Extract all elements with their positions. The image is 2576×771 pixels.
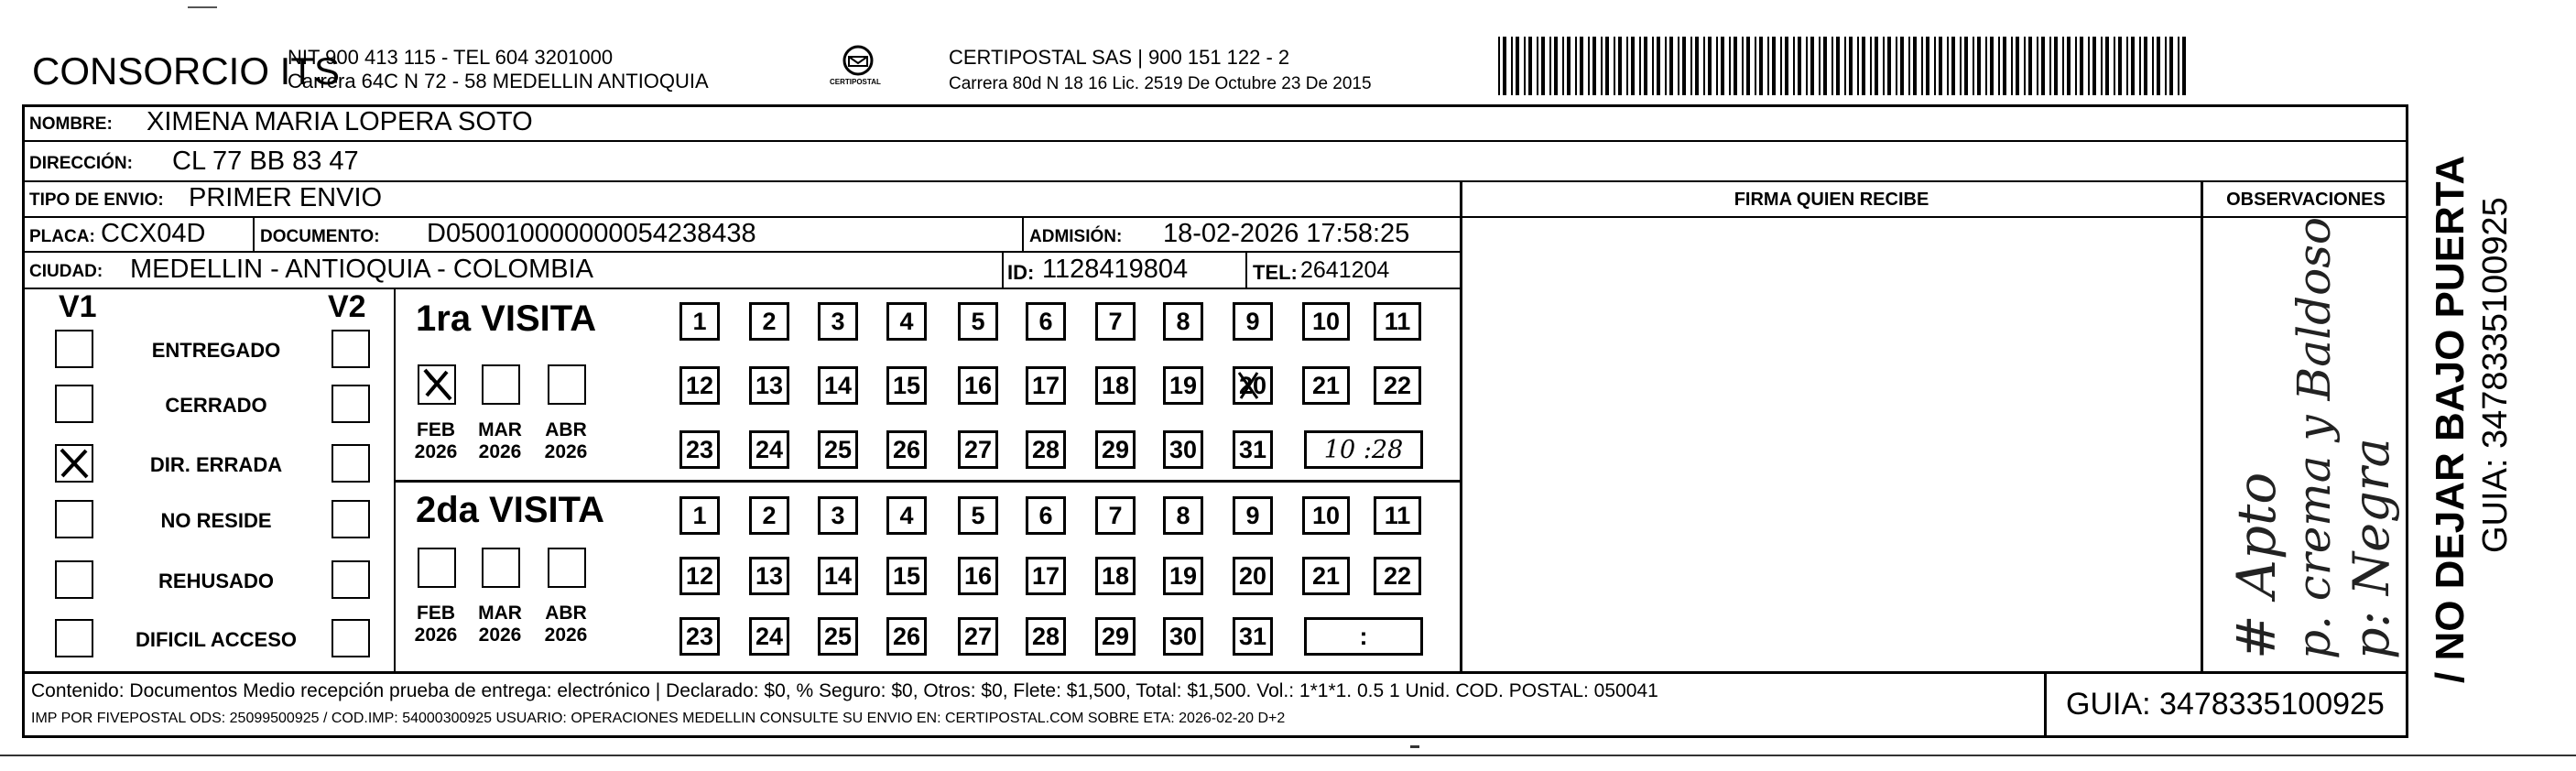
barcode-bar bbox=[1926, 37, 1929, 95]
col-admision-left bbox=[1022, 216, 1024, 251]
barcode-bar bbox=[1913, 37, 1917, 95]
month-year: 2026 bbox=[544, 624, 588, 646]
barcode-bar bbox=[1639, 37, 1641, 95]
barcode-bar bbox=[1857, 37, 1859, 95]
barcode-bar bbox=[1695, 37, 1699, 95]
barcode-bar bbox=[1836, 37, 1840, 95]
tel-label: TEL: bbox=[1253, 261, 1298, 284]
documento-label: DOCUMENTO: bbox=[260, 227, 380, 246]
barcode-bar bbox=[1772, 37, 1776, 95]
visit-divider bbox=[394, 480, 1462, 483]
day-box[interactable]: 15 bbox=[886, 366, 927, 405]
barcode-bar bbox=[1990, 37, 1994, 95]
day-box[interactable]: 14 bbox=[818, 366, 858, 405]
month-year: 2026 bbox=[544, 441, 588, 462]
month-name: FEB bbox=[417, 419, 455, 440]
barcode-bar bbox=[1921, 37, 1923, 95]
barcode-bar bbox=[1939, 37, 1942, 95]
col-tel-left bbox=[1245, 251, 1247, 288]
day-box[interactable]: 12 bbox=[679, 557, 720, 595]
barcode-bar bbox=[1537, 37, 1538, 95]
barcode-bar bbox=[1742, 37, 1744, 95]
month-name: FEB bbox=[417, 603, 455, 624]
barcode-bar bbox=[1862, 37, 1865, 95]
month-checkbox[interactable] bbox=[482, 364, 520, 405]
day-box[interactable]: 7 bbox=[1095, 302, 1136, 341]
barcode-bar bbox=[1554, 37, 1558, 95]
hand-obs-line2: p. crema y Baldoso bbox=[2288, 217, 2341, 659]
v2-checkbox[interactable] bbox=[332, 500, 370, 538]
day-box[interactable]: 30 bbox=[1163, 617, 1203, 656]
v2-header: V2 bbox=[328, 289, 366, 324]
nombre-value: XIMENA MARIA LOPERA SOTO bbox=[147, 107, 533, 136]
company-name: CONSORCIO ITS bbox=[32, 49, 341, 92]
month-label bbox=[408, 603, 463, 646]
id-label: ID: bbox=[1007, 261, 1035, 284]
barcode-bar bbox=[2067, 37, 2071, 95]
placa-label: PLACA: bbox=[29, 227, 95, 246]
day-box[interactable]: 23 bbox=[679, 430, 720, 469]
month-name: MAR bbox=[478, 419, 522, 440]
day-box[interactable]: 8 bbox=[1163, 496, 1203, 535]
barcode-bar bbox=[2037, 37, 2038, 95]
barcode-bar bbox=[1549, 37, 1551, 95]
barcode-bar bbox=[2028, 37, 2032, 95]
barcode-bar bbox=[1806, 37, 1808, 95]
day-box[interactable]: 8 bbox=[1163, 302, 1203, 341]
barcode-bar bbox=[1516, 37, 1519, 95]
barcode-bar bbox=[1588, 37, 1590, 95]
hand-obs-line3: p: Negra bbox=[2342, 438, 2400, 659]
status-label: REHUSADO bbox=[158, 570, 274, 592]
day-box[interactable]: 11 bbox=[1374, 496, 1421, 535]
barcode-bar bbox=[1823, 37, 1827, 95]
status-label: ENTREGADO bbox=[151, 339, 281, 362]
barcode-bar bbox=[1503, 37, 1506, 95]
direccion-value: CL 77 BB 83 47 bbox=[172, 147, 359, 176]
observaciones-header: OBSERVACIONES bbox=[2226, 190, 2386, 210]
day-box[interactable]: 6 bbox=[1026, 302, 1066, 341]
v2-checkbox[interactable] bbox=[332, 560, 370, 599]
barcode-bar bbox=[1528, 37, 1532, 95]
month-name: ABR bbox=[545, 603, 587, 624]
barcode-bar bbox=[2105, 37, 2109, 95]
row-line-3 bbox=[22, 216, 2408, 218]
month-label bbox=[538, 419, 593, 463]
footer-content-line: Contenido: Documentos Medio recepción prueba de entrega: electrónico | Declarado: $0, % Seguro: $0, Otros: $0, Flete: $1,500, Total: $1,500. Vol.: 1*1*1. 0.5 1 Unid. COD. POSTAL: 050041 bbox=[31, 680, 1658, 701]
barcode-bar bbox=[1652, 37, 1654, 95]
barcode-bar bbox=[1721, 37, 1724, 95]
barcode-bar bbox=[2003, 37, 2006, 95]
month-checkbox[interactable] bbox=[418, 364, 456, 405]
barcode-bar bbox=[2182, 37, 2186, 95]
v1-header: V1 bbox=[59, 289, 97, 324]
second-visit-time[interactable]: : bbox=[1304, 617, 1423, 656]
day-box[interactable]: 27 bbox=[958, 617, 998, 656]
day-box[interactable]: 4 bbox=[886, 302, 927, 341]
x-mark-icon bbox=[419, 366, 456, 405]
day-box[interactable]: 14 bbox=[818, 557, 858, 595]
logo-text: CERTIPOSTAL bbox=[830, 78, 881, 86]
direccion-label: DIRECCIÓN: bbox=[29, 154, 133, 173]
barcode-bar bbox=[1887, 37, 1891, 95]
v1-checkbox[interactable] bbox=[55, 385, 93, 423]
v1-checkbox[interactable] bbox=[55, 500, 93, 538]
barcode-bar bbox=[1618, 37, 1622, 95]
day-box[interactable]: 3 bbox=[818, 496, 858, 535]
ciudad-label: CIUDAD: bbox=[29, 262, 103, 281]
month-label bbox=[473, 603, 527, 646]
day-box[interactable]: 9 bbox=[1233, 302, 1273, 341]
day-box[interactable]: 29 bbox=[1095, 617, 1136, 656]
barcode-bar bbox=[1793, 37, 1795, 95]
col-visits-left bbox=[394, 288, 396, 671]
second-visit-title: 2da VISITA bbox=[416, 490, 604, 530]
day-box[interactable]: 26 bbox=[886, 430, 927, 469]
day-box[interactable]: 31 bbox=[1233, 617, 1273, 656]
month-label bbox=[538, 603, 593, 646]
barcode-bar bbox=[2101, 37, 2103, 95]
day-box[interactable]: 17 bbox=[1026, 557, 1066, 595]
barcode-bar bbox=[2165, 37, 2167, 95]
barcode-bar bbox=[1785, 37, 1788, 95]
day-box[interactable]: 6 bbox=[1026, 496, 1066, 535]
tipo-value: PRIMER ENVIO bbox=[189, 183, 383, 212]
month-label bbox=[408, 419, 463, 463]
day-box[interactable]: 4 bbox=[886, 496, 927, 535]
x-mark-icon bbox=[57, 446, 92, 481]
barcode-bar bbox=[2157, 37, 2160, 95]
barcode-bar bbox=[1947, 37, 1949, 95]
barcode-bar bbox=[1657, 37, 1660, 95]
month-checkbox[interactable] bbox=[548, 364, 586, 405]
barcode-bar bbox=[2080, 37, 2083, 95]
barcode-bar bbox=[1746, 37, 1750, 95]
day-box[interactable]: 19 bbox=[1163, 557, 1203, 595]
barcode-bar bbox=[1703, 37, 1705, 95]
barcode-bar bbox=[1819, 37, 1821, 95]
row-line-2 bbox=[22, 180, 2408, 182]
day-box[interactable]: 5 bbox=[958, 302, 998, 341]
month-checkbox[interactable] bbox=[482, 548, 520, 588]
col-doc-left bbox=[253, 216, 255, 251]
bottom-rule bbox=[0, 755, 2576, 756]
day-box[interactable]: 20 bbox=[1233, 557, 1273, 595]
barcode-bar bbox=[1734, 37, 1737, 95]
day-box[interactable]: 26 bbox=[886, 617, 927, 656]
barcode-bar bbox=[1690, 37, 1692, 95]
day-box[interactable]: 2 bbox=[749, 496, 789, 535]
barcode-bar bbox=[2169, 37, 2173, 95]
day-box[interactable]: 13 bbox=[749, 557, 789, 595]
id-value: 1128419804 bbox=[1042, 255, 1189, 284]
barcode-bar bbox=[1665, 37, 1667, 95]
day-box[interactable]: 25 bbox=[818, 430, 858, 469]
barcode-bar bbox=[2131, 37, 2135, 95]
v1-checkbox[interactable] bbox=[55, 330, 93, 368]
day-box[interactable]: 19 bbox=[1163, 366, 1203, 405]
v2-checkbox[interactable] bbox=[332, 385, 370, 423]
barcode-bar bbox=[1780, 37, 1782, 95]
barcode-bar bbox=[1498, 37, 1500, 95]
day-box[interactable]: 7 bbox=[1095, 496, 1136, 535]
tipo-label: TIPO DE ENVIO: bbox=[29, 190, 164, 210]
month-name: ABR bbox=[545, 419, 587, 440]
barcode-bar bbox=[1767, 37, 1769, 95]
month-year: 2026 bbox=[414, 441, 458, 462]
month-year: 2026 bbox=[414, 624, 458, 646]
barcode-bar bbox=[2041, 37, 2045, 95]
day-box[interactable]: 31 bbox=[1233, 430, 1273, 469]
day-box[interactable]: 9 bbox=[1233, 496, 1273, 535]
v1-checkbox[interactable] bbox=[55, 619, 93, 657]
barcode-bar bbox=[1601, 37, 1603, 95]
barcode bbox=[1498, 37, 2190, 95]
barcode-bar bbox=[1964, 37, 1968, 95]
firma-header: FIRMA QUIEN RECIBE bbox=[1734, 190, 1929, 210]
barcode-bar bbox=[1511, 37, 1513, 95]
barcode-bar bbox=[2139, 37, 2141, 95]
barcode-bar bbox=[1849, 37, 1853, 95]
day-box[interactable]: 24 bbox=[749, 430, 789, 469]
barcode-bar bbox=[1831, 37, 1833, 95]
placa-value: CCX04D bbox=[101, 219, 206, 248]
admision-label: ADMISIÓN: bbox=[1029, 227, 1123, 246]
bottom-mark bbox=[1410, 745, 1419, 748]
barcode-bar bbox=[1729, 37, 1731, 95]
barcode-bar bbox=[1631, 37, 1635, 95]
barcode-bar bbox=[1541, 37, 1545, 95]
day-box[interactable]: 28 bbox=[1026, 617, 1066, 656]
barcode-bar bbox=[1896, 37, 1897, 95]
side-warning-text: NO DEJAR BAJO PUERTA bbox=[2428, 155, 2473, 661]
day-box[interactable]: 1 bbox=[679, 496, 720, 535]
day-box[interactable]: 3 bbox=[818, 302, 858, 341]
day-box[interactable]: 1 bbox=[679, 302, 720, 341]
month-year: 2026 bbox=[478, 441, 522, 462]
barcode-bar bbox=[2011, 37, 2013, 95]
documento-value: D050010000000054238438 bbox=[427, 219, 756, 248]
barcode-bar bbox=[1875, 37, 1878, 95]
v1-checkbox[interactable] bbox=[55, 560, 93, 599]
barcode-bar bbox=[1934, 37, 1936, 95]
col-firma-left bbox=[1460, 180, 1462, 671]
day-box[interactable]: 15 bbox=[886, 557, 927, 595]
barcode-bar bbox=[2118, 37, 2122, 95]
observaciones-handwriting bbox=[2203, 217, 2408, 668]
day-box[interactable]: 2 bbox=[749, 302, 789, 341]
v2-checkbox[interactable] bbox=[332, 619, 370, 657]
month-checkbox[interactable] bbox=[548, 548, 586, 588]
first-visit-title: 1ra VISITA bbox=[416, 299, 597, 339]
barcode-bar bbox=[1998, 37, 2000, 95]
barcode-bar bbox=[1614, 37, 1615, 95]
footer-line bbox=[22, 671, 2408, 674]
side-warning-slash: / bbox=[2428, 660, 2473, 683]
barcode-bar bbox=[1682, 37, 1686, 95]
barcode-bar bbox=[2114, 37, 2115, 95]
barcode-bar bbox=[1810, 37, 1814, 95]
barcode-bar bbox=[1951, 37, 1955, 95]
barcode-bar bbox=[1844, 37, 1846, 95]
footer-print-line: IMP POR FIVEPOSTAL ODS: 25099500925 / COD.IMP: 54000300925 USUARIO: OPERACIONES MEDELLIN CONSULTE SU ENVIO EN: CERTIPOSTAL.COM SOBRE ETA: 2026-02-20 D+2 bbox=[31, 711, 1286, 726]
barcode-bar bbox=[1900, 37, 1904, 95]
company-nit: NIT 900 413 115 - TEL 604 3201000 bbox=[288, 46, 614, 69]
month-label bbox=[473, 419, 527, 463]
barcode-bar bbox=[2075, 37, 2077, 95]
first-visit-time[interactable]: 10 :28 bbox=[1304, 430, 1423, 469]
day-box[interactable]: 23 bbox=[679, 617, 720, 656]
barcode-bar bbox=[1870, 37, 1872, 95]
barcode-bar bbox=[1592, 37, 1596, 95]
barcode-bar bbox=[1575, 37, 1577, 95]
barcode-bar bbox=[1755, 37, 1756, 95]
day-box[interactable]: 16 bbox=[958, 366, 998, 405]
day-box[interactable]: 16 bbox=[958, 557, 998, 595]
day-box[interactable]: 22 bbox=[1374, 366, 1421, 405]
barcode-bar bbox=[1908, 37, 1910, 95]
barcode-bar bbox=[1716, 37, 1718, 95]
month-year: 2026 bbox=[478, 624, 522, 646]
barcode-bar bbox=[1708, 37, 1712, 95]
footer-guia: GUIA: 3478335100925 bbox=[2066, 687, 2385, 722]
day-box[interactable]: 13 bbox=[749, 366, 789, 405]
day-box[interactable]: 18 bbox=[1095, 557, 1136, 595]
day-box[interactable]: 18 bbox=[1095, 366, 1136, 405]
barcode-bar bbox=[1580, 37, 1583, 95]
header-top-rule bbox=[188, 6, 217, 8]
day-box[interactable]: 24 bbox=[749, 617, 789, 656]
day-box[interactable]: 20 bbox=[1233, 366, 1273, 405]
barcode-bar bbox=[2049, 37, 2051, 95]
barcode-bar bbox=[1883, 37, 1885, 95]
status-label: DIR. ERRADA bbox=[149, 453, 283, 476]
barcode-bar bbox=[1567, 37, 1571, 95]
barcode-bar bbox=[2178, 37, 2179, 95]
barcode-bar bbox=[1759, 37, 1763, 95]
month-name: MAR bbox=[478, 603, 522, 624]
barcode-bar bbox=[2062, 37, 2064, 95]
day-box[interactable]: 10 bbox=[1302, 496, 1350, 535]
side-warning bbox=[2430, 156, 2471, 683]
barcode-bar bbox=[1798, 37, 1801, 95]
status-label: CERRADO bbox=[165, 394, 267, 417]
barcode-bar bbox=[2054, 37, 2058, 95]
day-box[interactable]: 11 bbox=[1374, 302, 1421, 341]
day-box[interactable]: 27 bbox=[958, 430, 998, 469]
barcode-bar bbox=[1669, 37, 1673, 95]
barcode-bar bbox=[1605, 37, 1609, 95]
v2-checkbox[interactable] bbox=[332, 444, 370, 483]
row-line-1 bbox=[22, 140, 2408, 142]
v1-checkbox[interactable] bbox=[55, 444, 93, 483]
v2-checkbox[interactable] bbox=[332, 330, 370, 368]
ciudad-value: MEDELLIN - ANTIOQUIA - COLOMBIA bbox=[130, 255, 593, 284]
barcode-bar bbox=[2016, 37, 2019, 95]
status-label: NO RESIDE bbox=[160, 509, 272, 532]
barcode-bar bbox=[1985, 37, 1987, 95]
tel-value: 2641204 bbox=[1300, 257, 1390, 283]
hand-obs-line1: # Apto bbox=[2225, 472, 2288, 659]
carrier-name: CERTIPOSTAL SAS | 900 151 122 - 2 bbox=[949, 46, 1290, 69]
day-box[interactable]: 5 bbox=[958, 496, 998, 535]
barcode-bar bbox=[1626, 37, 1628, 95]
day-box[interactable]: 21 bbox=[1302, 557, 1350, 595]
barcode-bar bbox=[2152, 37, 2154, 95]
barcode-bar bbox=[1644, 37, 1647, 95]
barcode-bar bbox=[2088, 37, 2090, 95]
admision-value: 18-02-2026 17:58:25 bbox=[1163, 219, 1410, 248]
row-line-5 bbox=[22, 288, 1462, 289]
barcode-bar bbox=[1678, 37, 1679, 95]
day-box[interactable]: 28 bbox=[1026, 430, 1066, 469]
barcode-bar bbox=[2024, 37, 2026, 95]
month-checkbox[interactable] bbox=[418, 548, 456, 588]
day-box[interactable]: 25 bbox=[818, 617, 858, 656]
barcode-bar bbox=[2092, 37, 2096, 95]
day-box[interactable]: 30 bbox=[1163, 430, 1203, 469]
carrier-address: Carrera 80d N 18 16 Lic. 2519 De Octubre 23 De 2015 bbox=[949, 74, 1372, 93]
day-box[interactable]: 12 bbox=[679, 366, 720, 405]
status-label: DIFICIL ACCESO bbox=[135, 628, 297, 651]
barcode-bar bbox=[2144, 37, 2147, 95]
day-box[interactable]: 22 bbox=[1374, 557, 1421, 595]
day-box[interactable]: 29 bbox=[1095, 430, 1136, 469]
barcode-bar bbox=[1524, 37, 1526, 95]
col-id-left bbox=[1002, 251, 1004, 288]
barcode-bar bbox=[1973, 37, 1974, 95]
day-box[interactable]: 10 bbox=[1302, 302, 1350, 341]
col-footer-guia bbox=[2044, 671, 2047, 738]
barcode-bar bbox=[1960, 37, 1962, 95]
company-address: Carrera 64C N 72 - 58 MEDELLIN ANTIOQUIA bbox=[288, 70, 709, 92]
barcode-bar bbox=[2126, 37, 2128, 95]
barcode-bar bbox=[1562, 37, 1564, 95]
side-guia: GUIA: 3478335100925 bbox=[2476, 197, 2515, 553]
x-mark-icon bbox=[1235, 369, 1270, 402]
day-box[interactable]: 17 bbox=[1026, 366, 1066, 405]
certipostal-logo bbox=[830, 42, 881, 93]
day-box[interactable]: 21 bbox=[1302, 366, 1350, 405]
barcode-bar bbox=[1977, 37, 1981, 95]
nombre-label: NOMBRE: bbox=[29, 114, 113, 134]
